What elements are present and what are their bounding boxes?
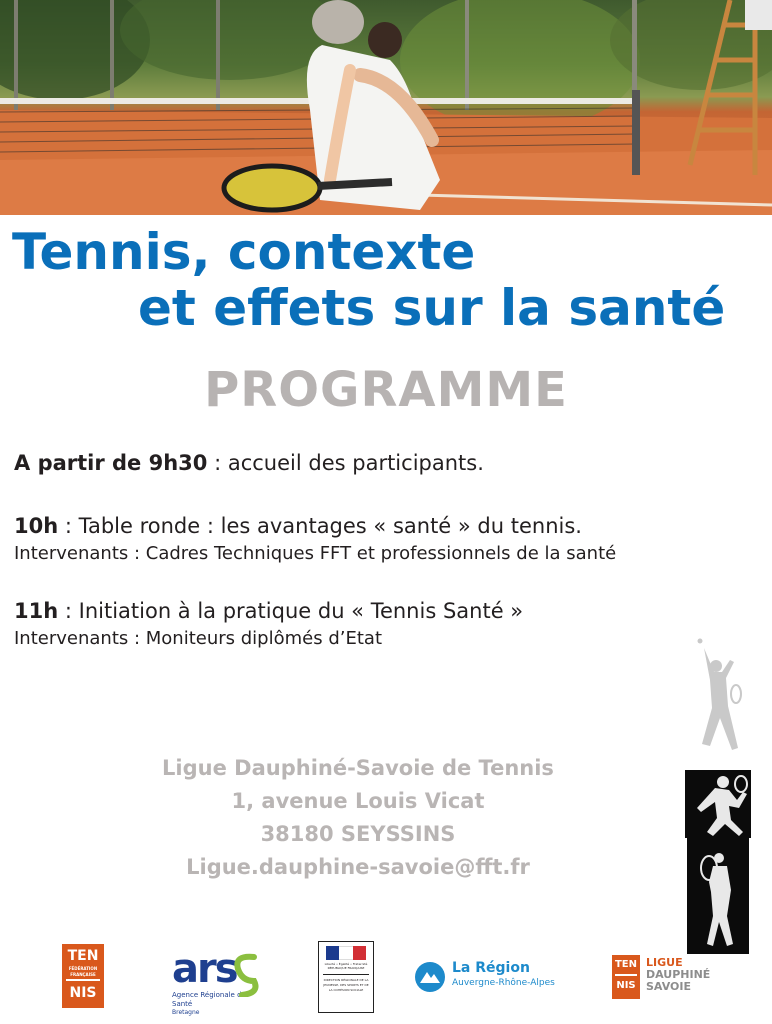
region-mountain-icon	[414, 961, 446, 993]
tennis-player-serve-icon	[692, 636, 744, 756]
organisation-name: Ligue Dauphiné-Savoie de Tennis	[162, 756, 554, 780]
schedule-item-main	[14, 511, 616, 541]
schedule-speakers: Intervenants : Moniteurs diplômés d’Etat	[14, 628, 382, 649]
ministry-logo: Liberté • Égalité • Fraternité RÉPUBLIQUE FRANÇAISE DIRECTION RÉGIONALE DE LA JEUNESSE, DES SPORTS ET DE LA COHÉSION SOCIALE	[318, 941, 374, 1013]
tennis-player-forehand-icon	[685, 770, 751, 838]
schedule-item-main	[14, 596, 523, 626]
schedule-item	[14, 448, 484, 478]
programme-heading: PROGRAMME	[204, 362, 568, 418]
contact-email[interactable]: Ligue.dauphine-savoie@fft.fr	[186, 855, 530, 879]
schedule-separator: :	[58, 599, 79, 623]
tennis-court-illustration	[0, 0, 772, 215]
ligue-tennis-box: TEN NIS	[612, 955, 640, 999]
schedule-separator: :	[58, 514, 79, 538]
address-block	[0, 752, 716, 884]
schedule-item	[14, 511, 616, 567]
schedule-item-main	[14, 448, 484, 478]
fft-logo: TEN FÉDÉRATION FRANÇAISE NIS	[62, 944, 104, 1008]
partner-logos	[0, 935, 772, 1024]
schedule-item	[14, 596, 523, 652]
french-flag-icon	[326, 946, 366, 960]
postal-city: 38180 SEYSSINS	[260, 822, 456, 846]
schedule-separator: :	[207, 451, 228, 475]
schedule-description: Initiation à la pratique du « Tennis Santé »	[78, 599, 524, 623]
schedule-time: 10h	[14, 514, 59, 538]
schedule-description: accueil des participants.	[227, 451, 484, 475]
ars-logo: ars Agence Régionale de Santé Bretagne	[172, 949, 268, 1005]
street-address: 1, avenue Louis Vicat	[231, 789, 485, 813]
schedule-description: Table ronde : les avantages « santé » du tennis.	[78, 514, 582, 538]
ars-swoosh-icon	[224, 951, 264, 997]
header-photo	[0, 0, 772, 215]
schedule-speakers: Intervenants : Cadres Techniques FFT et professionnels de la santé	[14, 543, 617, 564]
region-logo: La Région Auvergne-Rhône-Alpes	[414, 959, 584, 999]
schedule-time: 11h	[14, 599, 59, 623]
poster-title	[0, 224, 772, 336]
ligue-logo: TEN NIS LIGUE DAUPHINÉ SAVOIE	[612, 955, 742, 1005]
title-line-2: et effets sur la santé	[138, 279, 726, 337]
schedule-time: A partir de 9h30	[14, 451, 208, 475]
title-line-1: Tennis, contexte	[12, 223, 476, 281]
